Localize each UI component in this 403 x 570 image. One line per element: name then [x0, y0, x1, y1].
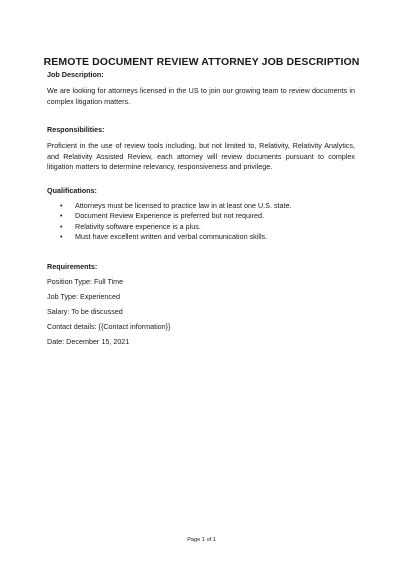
- salary: Salary: To be discussed: [47, 307, 123, 316]
- responsibilities-heading: Responsibilities:: [47, 125, 105, 134]
- document-title: REMOTE DOCUMENT REVIEW ATTORNEY JOB DESCRIPTION: [43, 56, 360, 68]
- qualification-item: • Must have excellent written and verbal communication skills.: [60, 232, 355, 242]
- responsibilities-text: Proficient in the use of review tools including, but not limited to, Relativity, Relativity Analytics, and Relativity Assisted Review, each attorney will review documents pursuant to complex litigation matters to determine relevancy, responsiveness and privilege.: [47, 141, 355, 172]
- page-number: Page 1 of 1: [187, 537, 216, 543]
- requirements-heading: Requirements:: [47, 262, 98, 271]
- qualification-item: • Document Review Experience is preferred but not required.: [60, 211, 355, 221]
- qualifications-heading: Qualifications:: [47, 186, 97, 195]
- job-description-heading: Job Description:: [47, 70, 104, 79]
- job-type: Job Type: Experienced: [47, 292, 120, 301]
- contact-details: Contact details: {{Contact information}}: [47, 322, 171, 331]
- date: Date: December 15, 2021: [47, 337, 130, 346]
- position-type: Position Type: Full Time: [47, 277, 124, 286]
- qualification-item: • Relativity software experience is a plus.: [60, 222, 355, 232]
- job-description-text: We are looking for attorneys licensed in the US to join our growing team to review documents in complex litigation matters.: [47, 86, 355, 106]
- qualifications-list: [47, 201, 355, 243]
- qualification-item: • Attorneys must be licensed to practice law in at least one U.S. state.: [60, 201, 355, 211]
